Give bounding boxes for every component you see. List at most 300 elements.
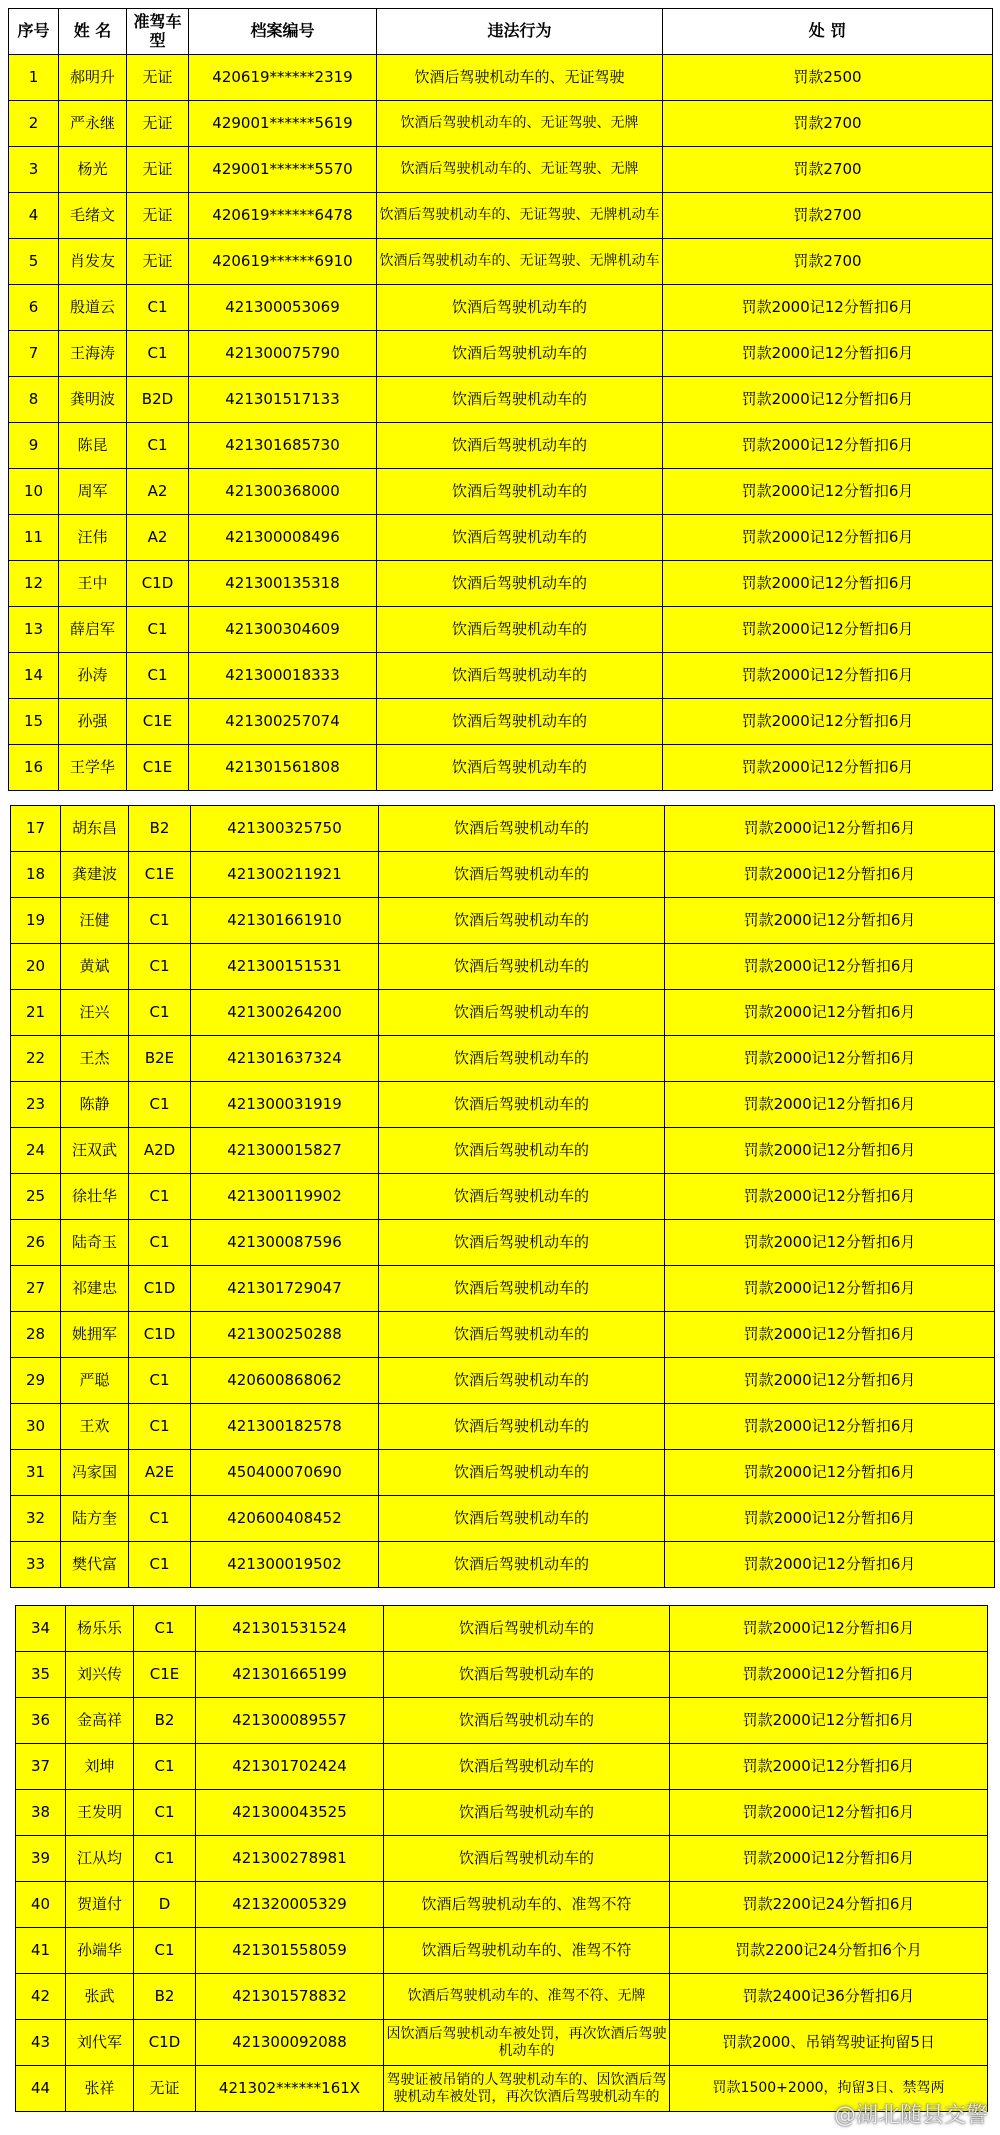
cell-file-number: 420619******6478 xyxy=(189,193,377,239)
table-header-row xyxy=(9,9,993,55)
header-violation: 违法行为 xyxy=(377,9,663,55)
cell-violation: 饮酒后驾驶机动车的 xyxy=(379,1450,665,1496)
cell-penalty: 罚款2200记24分暂扣6个月 xyxy=(670,1928,988,1974)
cell-violation: 饮酒后驾驶机动车的、无证驾驶、无牌机动车 xyxy=(377,193,663,239)
cell-violation: 饮酒后驾驶机动车的 xyxy=(379,1174,665,1220)
cell-violation: 饮酒后驾驶机动车的 xyxy=(379,806,665,852)
cell-file-number: 421300278981 xyxy=(196,1836,384,1882)
cell-violation: 饮酒后驾驶机动车的 xyxy=(379,944,665,990)
cell-index: 26 xyxy=(11,1220,61,1266)
cell-penalty: 罚款2000记12分暂扣6月 xyxy=(670,1790,988,1836)
table-row xyxy=(16,1928,988,1974)
cell-index: 29 xyxy=(11,1358,61,1404)
cell-license-class: C1 xyxy=(129,1404,191,1450)
cell-penalty: 罚款2000记12分暂扣6月 xyxy=(663,469,993,515)
cell-penalty: 罚款2000记12分暂扣6月 xyxy=(665,806,995,852)
cell-file-number: 429001******5619 xyxy=(189,101,377,147)
cell-index: 36 xyxy=(16,1698,66,1744)
cell-index: 34 xyxy=(16,1606,66,1652)
cell-license-class: 无证 xyxy=(127,193,189,239)
cell-name: 王中 xyxy=(59,561,127,607)
cell-license-class: C1 xyxy=(127,423,189,469)
cell-name: 陈静 xyxy=(61,1082,129,1128)
cell-license-class: C1 xyxy=(129,1082,191,1128)
cell-license-class: C1E xyxy=(127,699,189,745)
cell-name: 刘兴传 xyxy=(66,1652,134,1698)
cell-file-number: 421301531524 xyxy=(196,1606,384,1652)
table-row xyxy=(9,193,993,239)
cell-penalty: 罚款2000记12分暂扣6月 xyxy=(663,331,993,377)
cell-name: 龚明波 xyxy=(59,377,127,423)
violations-table-part-3 xyxy=(15,1605,988,2112)
cell-license-class: C1E xyxy=(134,1652,196,1698)
cell-penalty: 罚款2700 xyxy=(663,101,993,147)
cell-file-number: 421320005329 xyxy=(196,1882,384,1928)
cell-penalty: 罚款2000记12分暂扣6月 xyxy=(670,1744,988,1790)
table-body xyxy=(11,806,995,1588)
cell-violation: 饮酒后驾驶机动车的、无证驾驶、无牌机动车 xyxy=(377,239,663,285)
cell-file-number: 420600408452 xyxy=(191,1496,379,1542)
cell-license-class: C1 xyxy=(134,1606,196,1652)
table-row xyxy=(16,1836,988,1882)
table-row xyxy=(11,1128,995,1174)
table-row xyxy=(11,898,995,944)
table-body xyxy=(16,1606,988,2112)
cell-file-number: 421300257074 xyxy=(189,699,377,745)
cell-file-number: 421301661910 xyxy=(191,898,379,944)
cell-name: 薛启军 xyxy=(59,607,127,653)
cell-index: 19 xyxy=(11,898,61,944)
cell-license-class: 无证 xyxy=(127,147,189,193)
table-row xyxy=(11,1496,995,1542)
cell-name: 黄斌 xyxy=(61,944,129,990)
cell-violation: 饮酒后驾驶机动车的 xyxy=(377,699,663,745)
table-row xyxy=(16,1698,988,1744)
cell-violation: 饮酒后驾驶机动车的、无证驾驶 xyxy=(377,55,663,101)
cell-penalty: 罚款2000记12分暂扣6月 xyxy=(663,699,993,745)
cell-violation: 饮酒后驾驶机动车的 xyxy=(377,377,663,423)
cell-index: 32 xyxy=(11,1496,61,1542)
header-index: 序号 xyxy=(9,9,59,55)
cell-penalty: 罚款2000记12分暂扣6月 xyxy=(665,1266,995,1312)
cell-penalty: 罚款2000记12分暂扣6月 xyxy=(663,423,993,469)
table-row xyxy=(9,101,993,147)
cell-name: 王学华 xyxy=(59,745,127,791)
cell-index: 16 xyxy=(9,745,59,791)
cell-penalty: 罚款2000记12分暂扣6月 xyxy=(665,1082,995,1128)
cell-file-number: 421300087596 xyxy=(191,1220,379,1266)
cell-violation: 饮酒后驾驶机动车的 xyxy=(377,745,663,791)
cell-index: 25 xyxy=(11,1174,61,1220)
cell-penalty: 罚款2500 xyxy=(663,55,993,101)
cell-penalty: 罚款2000记12分暂扣6月 xyxy=(665,1220,995,1266)
cell-license-class: C1 xyxy=(134,1836,196,1882)
table-row xyxy=(11,944,995,990)
cell-penalty: 罚款2000记12分暂扣6月 xyxy=(663,515,993,561)
cell-penalty: 罚款2200记24分暂扣6月 xyxy=(670,1882,988,1928)
cell-name: 刘代军 xyxy=(66,2020,134,2066)
table-row xyxy=(9,469,993,515)
table-row xyxy=(11,1082,995,1128)
table-row xyxy=(11,1542,995,1588)
cell-file-number: 421300075790 xyxy=(189,331,377,377)
cell-violation: 饮酒后驾驶机动车的 xyxy=(379,990,665,1036)
cell-name: 龚建波 xyxy=(61,852,129,898)
cell-violation: 饮酒后驾驶机动车的 xyxy=(377,285,663,331)
cell-name: 杨乐乐 xyxy=(66,1606,134,1652)
cell-violation: 饮酒后驾驶机动车的 xyxy=(379,898,665,944)
cell-violation: 饮酒后驾驶机动车的、无证驾驶、无牌 xyxy=(377,101,663,147)
cell-penalty: 罚款2000记12分暂扣6月 xyxy=(665,852,995,898)
cell-penalty: 罚款2000记12分暂扣6月 xyxy=(670,1606,988,1652)
cell-license-class: 无证 xyxy=(127,239,189,285)
cell-penalty: 罚款2000记12分暂扣6月 xyxy=(665,1312,995,1358)
table-row xyxy=(11,1312,995,1358)
cell-name: 王发明 xyxy=(66,1790,134,1836)
cell-penalty: 罚款2000记12分暂扣6月 xyxy=(663,607,993,653)
cell-penalty: 罚款2000记12分暂扣6月 xyxy=(663,561,993,607)
cell-license-class: 无证 xyxy=(127,55,189,101)
cell-index: 35 xyxy=(16,1652,66,1698)
cell-index: 4 xyxy=(9,193,59,239)
cell-name: 郝明升 xyxy=(59,55,127,101)
cell-file-number: 421300019502 xyxy=(191,1542,379,1588)
cell-penalty: 罚款2000记12分暂扣6月 xyxy=(663,745,993,791)
cell-penalty: 罚款2000记12分暂扣6月 xyxy=(665,1036,995,1082)
cell-index: 14 xyxy=(9,653,59,699)
cell-index: 8 xyxy=(9,377,59,423)
cell-name: 汪双武 xyxy=(61,1128,129,1174)
cell-file-number: 421301702424 xyxy=(196,1744,384,1790)
cell-violation: 饮酒后驾驶机动车的 xyxy=(384,1698,670,1744)
table-row xyxy=(9,55,993,101)
header-license-class: 准驾车型 xyxy=(127,9,189,55)
table-row xyxy=(9,653,993,699)
cell-license-class: C1D xyxy=(129,1312,191,1358)
cell-name: 陆方奎 xyxy=(61,1496,129,1542)
table-row xyxy=(11,1450,995,1496)
cell-violation: 饮酒后驾驶机动车的 xyxy=(377,331,663,377)
table-row xyxy=(11,1266,995,1312)
cell-name: 严永继 xyxy=(59,101,127,147)
cell-index: 13 xyxy=(9,607,59,653)
cell-license-class: C1D xyxy=(127,561,189,607)
cell-license-class: C1 xyxy=(129,1220,191,1266)
table-row xyxy=(11,1220,995,1266)
cell-license-class: D xyxy=(134,1882,196,1928)
table-row xyxy=(9,423,993,469)
cell-name: 周军 xyxy=(59,469,127,515)
cell-file-number: 421300031919 xyxy=(191,1082,379,1128)
cell-name: 陈昆 xyxy=(59,423,127,469)
cell-license-class: A2 xyxy=(127,469,189,515)
cell-index: 24 xyxy=(11,1128,61,1174)
cell-name: 张祥 xyxy=(66,2066,134,2112)
table-row xyxy=(16,1882,988,1928)
cell-license-class: C1 xyxy=(129,944,191,990)
cell-violation: 饮酒后驾驶机动车的 xyxy=(377,653,663,699)
cell-violation: 饮酒后驾驶机动车的 xyxy=(384,1790,670,1836)
cell-name: 贺道付 xyxy=(66,1882,134,1928)
cell-file-number: 421301685730 xyxy=(189,423,377,469)
cell-license-class: C1 xyxy=(129,1496,191,1542)
cell-file-number: 421301558059 xyxy=(196,1928,384,1974)
cell-file-number: 450400070690 xyxy=(191,1450,379,1496)
cell-violation: 因饮酒后驾驶机动车被处罚，再次饮酒后驾驶机动车的 xyxy=(384,2020,670,2066)
cell-violation: 饮酒后驾驶机动车的 xyxy=(379,852,665,898)
cell-license-class: C1 xyxy=(129,1174,191,1220)
cell-violation: 饮酒后驾驶机动车的 xyxy=(379,1036,665,1082)
cell-penalty: 罚款2000记12分暂扣6月 xyxy=(665,1128,995,1174)
cell-license-class: B2E xyxy=(129,1036,191,1082)
cell-violation: 饮酒后驾驶机动车的 xyxy=(377,561,663,607)
cell-penalty: 罚款2000记12分暂扣6月 xyxy=(663,653,993,699)
cell-file-number: 421300053069 xyxy=(189,285,377,331)
table-row xyxy=(9,515,993,561)
table-row xyxy=(9,607,993,653)
cell-violation: 饮酒后驾驶机动车的 xyxy=(384,1744,670,1790)
cell-penalty: 罚款2000记12分暂扣6月 xyxy=(663,285,993,331)
cell-index: 7 xyxy=(9,331,59,377)
cell-name: 王杰 xyxy=(61,1036,129,1082)
cell-file-number: 421300368000 xyxy=(189,469,377,515)
cell-violation: 饮酒后驾驶机动车的 xyxy=(377,515,663,561)
cell-file-number: 421300211921 xyxy=(191,852,379,898)
cell-penalty: 罚款2000记12分暂扣6月 xyxy=(670,1652,988,1698)
cell-license-class: B2 xyxy=(129,806,191,852)
table-row xyxy=(9,745,993,791)
cell-license-class: C1 xyxy=(134,1928,196,1974)
cell-penalty: 罚款2000记12分暂扣6月 xyxy=(665,1358,995,1404)
cell-license-class: C1E xyxy=(129,852,191,898)
cell-license-class: A2D xyxy=(129,1128,191,1174)
cell-index: 31 xyxy=(11,1450,61,1496)
cell-file-number: 421301729047 xyxy=(191,1266,379,1312)
cell-index: 37 xyxy=(16,1744,66,1790)
cell-index: 1 xyxy=(9,55,59,101)
cell-penalty: 罚款2000记12分暂扣6月 xyxy=(665,1450,995,1496)
cell-penalty: 罚款2000记12分暂扣6月 xyxy=(665,1174,995,1220)
cell-violation: 饮酒后驾驶机动车的 xyxy=(384,1606,670,1652)
cell-file-number: 421300015827 xyxy=(191,1128,379,1174)
table-row xyxy=(16,1974,988,2020)
cell-name: 汪健 xyxy=(61,898,129,944)
cell-penalty: 罚款2000、吊销驾驶证拘留5日 xyxy=(670,2020,988,2066)
table-row xyxy=(9,285,993,331)
cell-index: 11 xyxy=(9,515,59,561)
table-row xyxy=(9,377,993,423)
cell-name: 毛绪文 xyxy=(59,193,127,239)
cell-file-number: 421300135318 xyxy=(189,561,377,607)
header-name: 姓 名 xyxy=(59,9,127,55)
cell-license-class: B2D xyxy=(127,377,189,423)
cell-file-number: 421300008496 xyxy=(189,515,377,561)
cell-name: 汪兴 xyxy=(61,990,129,1036)
table-row xyxy=(16,1744,988,1790)
header-file-number: 档案编号 xyxy=(189,9,377,55)
cell-penalty: 罚款2000记12分暂扣6月 xyxy=(670,1698,988,1744)
cell-file-number: 421301517133 xyxy=(189,377,377,423)
table-row xyxy=(11,1358,995,1404)
table-row xyxy=(11,1036,995,1082)
cell-violation: 饮酒后驾驶机动车的、准驾不符 xyxy=(384,1928,670,1974)
cell-index: 39 xyxy=(16,1836,66,1882)
cell-file-number: 421301561808 xyxy=(189,745,377,791)
cell-name: 王海涛 xyxy=(59,331,127,377)
cell-violation: 饮酒后驾驶机动车的 xyxy=(377,423,663,469)
cell-file-number: 421301665199 xyxy=(196,1652,384,1698)
cell-name: 陆奇玉 xyxy=(61,1220,129,1266)
cell-violation: 饮酒后驾驶机动车的 xyxy=(384,1652,670,1698)
table-body xyxy=(9,55,993,791)
watermark: @湖北随县交警 xyxy=(833,2103,988,2128)
cell-penalty: 罚款2000记12分暂扣6月 xyxy=(665,990,995,1036)
cell-name: 江从均 xyxy=(66,1836,134,1882)
table-row xyxy=(9,699,993,745)
cell-license-class: C1 xyxy=(127,653,189,699)
cell-index: 40 xyxy=(16,1882,66,1928)
cell-index: 2 xyxy=(9,101,59,147)
table-row xyxy=(9,561,993,607)
cell-violation: 饮酒后驾驶机动车的 xyxy=(377,469,663,515)
table-row xyxy=(11,806,995,852)
cell-file-number: 421300151531 xyxy=(191,944,379,990)
table-row xyxy=(9,239,993,285)
cell-license-class: B2 xyxy=(134,1698,196,1744)
cell-penalty: 罚款2700 xyxy=(663,193,993,239)
cell-file-number: 420619******2319 xyxy=(189,55,377,101)
cell-name: 孙强 xyxy=(59,699,127,745)
cell-file-number: 421302******161X xyxy=(196,2066,384,2112)
cell-index: 20 xyxy=(11,944,61,990)
cell-index: 27 xyxy=(11,1266,61,1312)
cell-violation: 饮酒后驾驶机动车的 xyxy=(379,1312,665,1358)
table-row xyxy=(16,2020,988,2066)
cell-index: 15 xyxy=(9,699,59,745)
cell-file-number: 421300250288 xyxy=(191,1312,379,1358)
cell-license-class: A2E xyxy=(129,1450,191,1496)
cell-index: 6 xyxy=(9,285,59,331)
cell-name: 金高祥 xyxy=(66,1698,134,1744)
cell-index: 10 xyxy=(9,469,59,515)
cell-name: 姚拥军 xyxy=(61,1312,129,1358)
cell-index: 33 xyxy=(11,1542,61,1588)
cell-name: 樊代富 xyxy=(61,1542,129,1588)
table-row xyxy=(11,852,995,898)
violations-table-part-1 xyxy=(8,8,993,791)
cell-license-class: C1 xyxy=(129,898,191,944)
cell-name: 杨光 xyxy=(59,147,127,193)
cell-penalty: 罚款2000记12分暂扣6月 xyxy=(665,1496,995,1542)
cell-violation: 饮酒后驾驶机动车的、准驾不符 xyxy=(384,1882,670,1928)
header-penalty: 处 罚 xyxy=(663,9,993,55)
cell-violation: 饮酒后驾驶机动车的 xyxy=(379,1404,665,1450)
cell-violation: 饮酒后驾驶机动车的 xyxy=(379,1266,665,1312)
cell-index: 17 xyxy=(11,806,61,852)
cell-index: 5 xyxy=(9,239,59,285)
table-row xyxy=(9,331,993,377)
cell-name: 张武 xyxy=(66,1974,134,2020)
cell-license-class: C1 xyxy=(129,1358,191,1404)
table-row xyxy=(11,990,995,1036)
cell-file-number: 421300264200 xyxy=(191,990,379,1036)
table-row xyxy=(11,1404,995,1450)
cell-violation: 驾驶证被吊销的人驾驶机动车的、因饮酒后驾驶机动车被处罚，再次饮酒后驾驶机动车的 xyxy=(384,2066,670,2112)
cell-index: 42 xyxy=(16,1974,66,2020)
cell-penalty: 罚款2700 xyxy=(663,239,993,285)
cell-license-class: B2 xyxy=(134,1974,196,2020)
cell-license-class: C1 xyxy=(134,1790,196,1836)
cell-index: 9 xyxy=(9,423,59,469)
cell-name: 徐壮华 xyxy=(61,1174,129,1220)
cell-name: 孙涛 xyxy=(59,653,127,699)
cell-file-number: 420619******6910 xyxy=(189,239,377,285)
cell-file-number: 421300018333 xyxy=(189,653,377,699)
cell-name: 严聪 xyxy=(61,1358,129,1404)
table-row xyxy=(9,147,993,193)
cell-file-number: 421300304609 xyxy=(189,607,377,653)
cell-name: 刘坤 xyxy=(66,1744,134,1790)
cell-penalty: 罚款2000记12分暂扣6月 xyxy=(665,1404,995,1450)
cell-penalty: 罚款2000记12分暂扣6月 xyxy=(663,377,993,423)
cell-license-class: C1 xyxy=(129,1542,191,1588)
cell-violation: 饮酒后驾驶机动车的 xyxy=(379,1220,665,1266)
cell-violation: 饮酒后驾驶机动车的 xyxy=(379,1542,665,1588)
cell-name: 王欢 xyxy=(61,1404,129,1450)
cell-license-class: C1 xyxy=(127,331,189,377)
cell-license-class: A2 xyxy=(127,515,189,561)
cell-penalty: 罚款2000记12分暂扣6月 xyxy=(665,898,995,944)
cell-file-number: 421300089557 xyxy=(196,1698,384,1744)
cell-license-class: 无证 xyxy=(134,2066,196,2112)
cell-index: 28 xyxy=(11,1312,61,1358)
cell-file-number: 421300325750 xyxy=(191,806,379,852)
cell-violation: 饮酒后驾驶机动车的 xyxy=(384,1836,670,1882)
cell-penalty: 罚款2700 xyxy=(663,147,993,193)
cell-violation: 饮酒后驾驶机动车的 xyxy=(379,1082,665,1128)
cell-license-class: C1E xyxy=(127,745,189,791)
cell-violation: 饮酒后驾驶机动车的、无证驾驶、无牌 xyxy=(377,147,663,193)
cell-license-class: C1 xyxy=(129,990,191,1036)
cell-name: 孙端华 xyxy=(66,1928,134,1974)
cell-penalty: 罚款1500+2000，拘留3日、禁驾两 xyxy=(670,2066,988,2112)
table-row xyxy=(16,1652,988,1698)
cell-license-class: C1D xyxy=(134,2020,196,2066)
cell-index: 12 xyxy=(9,561,59,607)
cell-violation: 饮酒后驾驶机动车的 xyxy=(379,1358,665,1404)
cell-violation: 饮酒后驾驶机动车的、准驾不符、无牌 xyxy=(384,1974,670,2020)
cell-index: 30 xyxy=(11,1404,61,1450)
cell-file-number: 429001******5570 xyxy=(189,147,377,193)
cell-violation: 饮酒后驾驶机动车的 xyxy=(377,607,663,653)
violations-table-part-2 xyxy=(10,805,995,1588)
cell-file-number: 421301578832 xyxy=(196,1974,384,2020)
cell-index: 18 xyxy=(11,852,61,898)
table-row xyxy=(11,1174,995,1220)
cell-index: 43 xyxy=(16,2020,66,2066)
cell-penalty: 罚款2400记36分暂扣6月 xyxy=(670,1974,988,2020)
cell-file-number: 421300092088 xyxy=(196,2020,384,2066)
cell-index: 21 xyxy=(11,990,61,1036)
cell-license-class: C1 xyxy=(127,607,189,653)
cell-file-number: 421301637324 xyxy=(191,1036,379,1082)
cell-file-number: 421300043525 xyxy=(196,1790,384,1836)
cell-violation: 饮酒后驾驶机动车的 xyxy=(379,1496,665,1542)
cell-name: 殷道云 xyxy=(59,285,127,331)
cell-license-class: C1 xyxy=(134,1744,196,1790)
cell-file-number: 420600868062 xyxy=(191,1358,379,1404)
cell-index: 38 xyxy=(16,1790,66,1836)
